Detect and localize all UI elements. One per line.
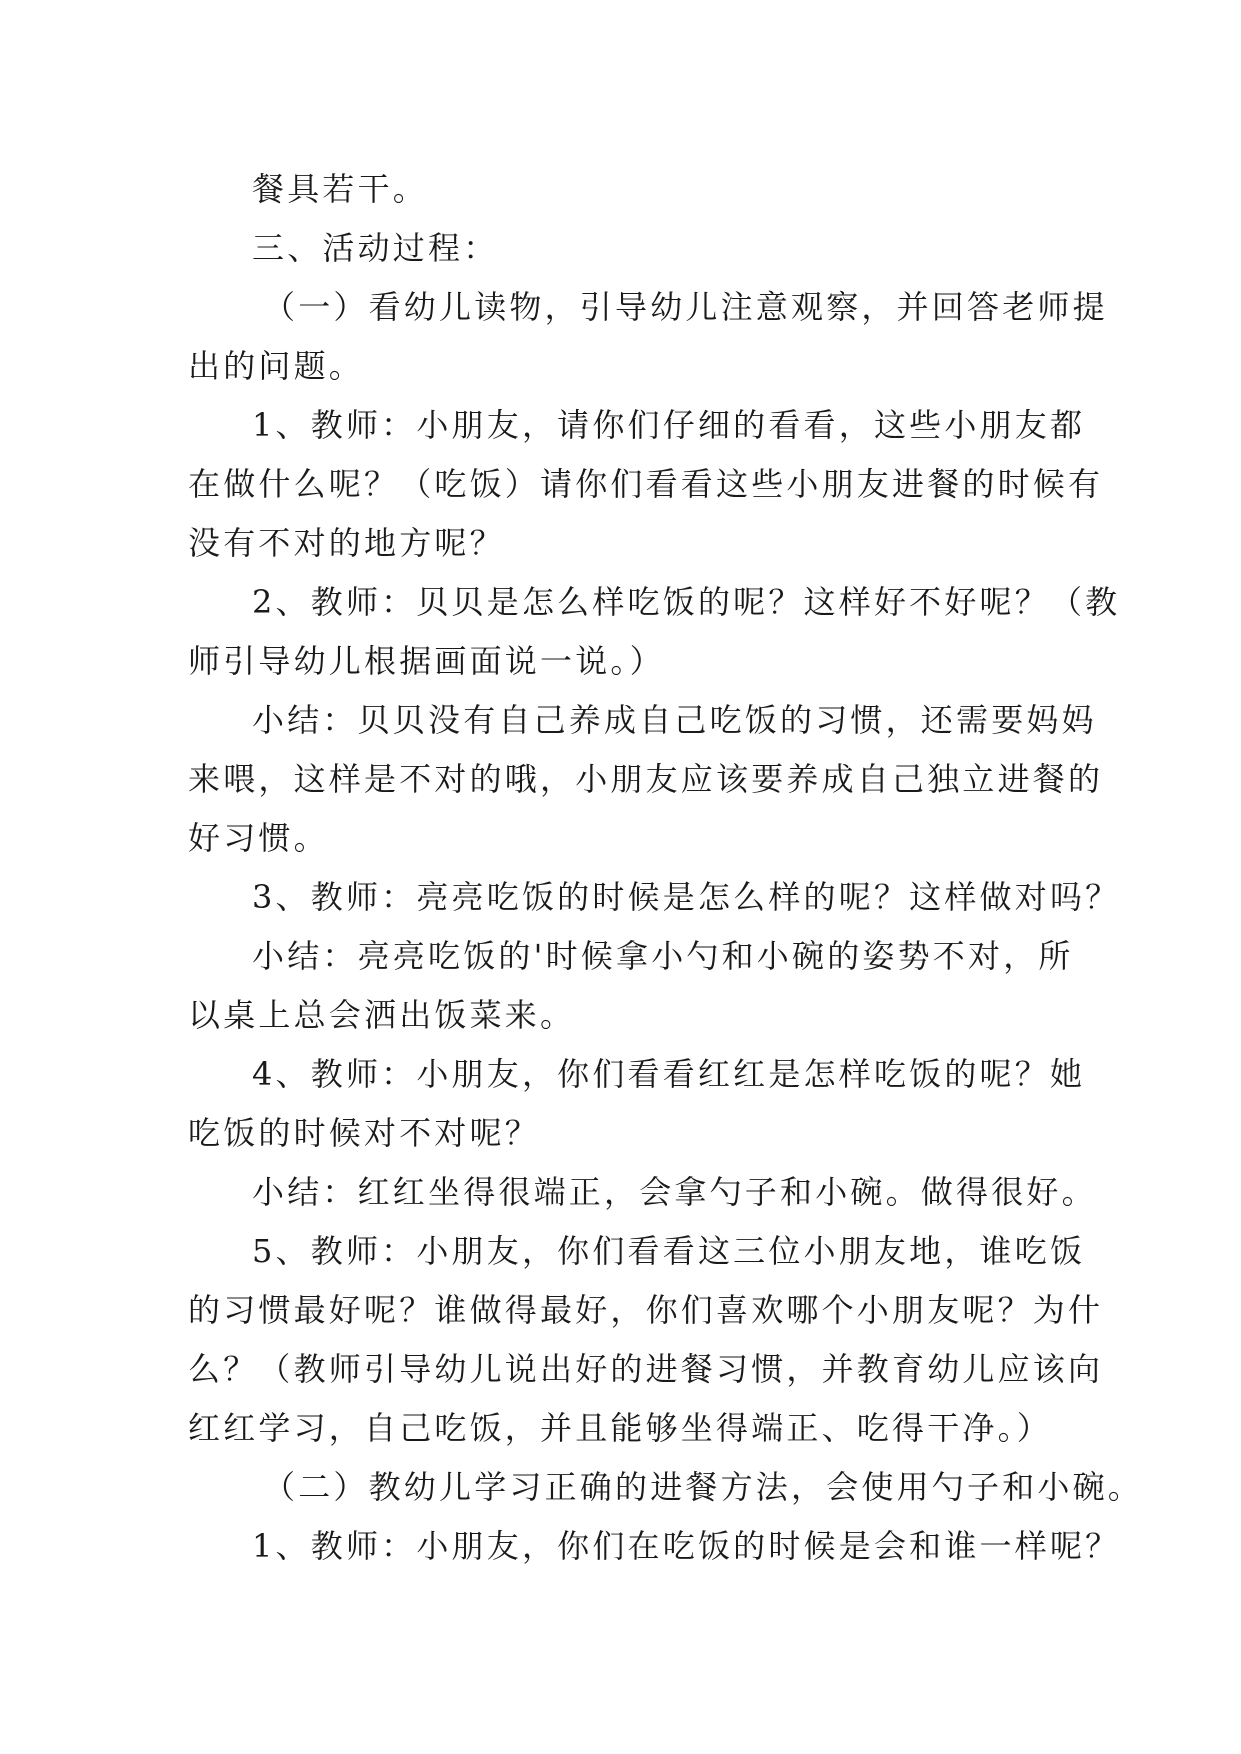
paragraph-line: 师引导幼儿根据画面说一说。）	[188, 642, 665, 680]
paragraph-line: 出的问题。	[188, 347, 365, 385]
paragraph-line: 餐具若干。	[252, 170, 429, 208]
paragraph-line: 1、教师：小朋友，请你们仔细的看看，这些小朋友都	[252, 406, 1086, 444]
paragraph-line: 没有不对的地方呢？	[188, 524, 505, 562]
subsection-heading: （一）看幼儿读物，引导幼儿注意观察，并回答老师提	[263, 288, 1108, 326]
paragraph-line: 1、教师：小朋友，你们在吃饭的时候是会和谁一样呢？	[252, 1527, 1121, 1565]
section-heading: 三、活动过程：	[252, 229, 499, 267]
summary-line: 小结：贝贝没有自己养成自己吃饭的习惯，还需要妈妈	[252, 701, 1097, 739]
paragraph-line: 5、教师：小朋友，你们看看这三位小朋友地，谁吃饭	[252, 1232, 1086, 1270]
paragraph-line: 的习惯最好呢？谁做得最好，你们喜欢哪个小朋友呢？为什	[188, 1291, 1104, 1329]
summary-line: 小结：红红坐得很端正，会拿勺子和小碗。做得很好。	[252, 1173, 1097, 1211]
summary-line: 以桌上总会洒出饭菜来。	[188, 996, 576, 1034]
paragraph-line: 2、教师：贝贝是怎么样吃饭的呢？这样好不好呢？（教	[252, 583, 1121, 621]
summary-line: 好习惯。	[188, 819, 329, 857]
paragraph-line: 么？（教师引导幼儿说出好的进餐习惯，并教育幼儿应该向	[188, 1350, 1104, 1388]
subsection-heading: （二）教幼儿学习正确的进餐方法，会使用勺子和小碗。	[263, 1468, 1144, 1506]
summary-line: 小结：亮亮吃饭的'时候拿小勺和小碗的姿势不对，所	[252, 937, 1074, 975]
paragraph-line: 红红学习，自己吃饭，并且能够坐得端正、吃得干净。）	[188, 1409, 1053, 1447]
paragraph-line: 4、教师：小朋友，你们看看红红是怎样吃饭的呢？她	[252, 1055, 1086, 1093]
paragraph-line: 在做什么呢？（吃饭）请你们看看这些小朋友进餐的时候有	[188, 465, 1104, 503]
document-body	[188, 160, 1144, 1576]
paragraph-line: 3、教师：亮亮吃饭的时候是怎么样的呢？这样做对吗？	[252, 878, 1121, 916]
paragraph-line: 吃饭的时候对不对呢？	[188, 1114, 541, 1152]
summary-line: 来喂，这样是不对的哦，小朋友应该要养成自己独立进餐的	[188, 760, 1104, 798]
